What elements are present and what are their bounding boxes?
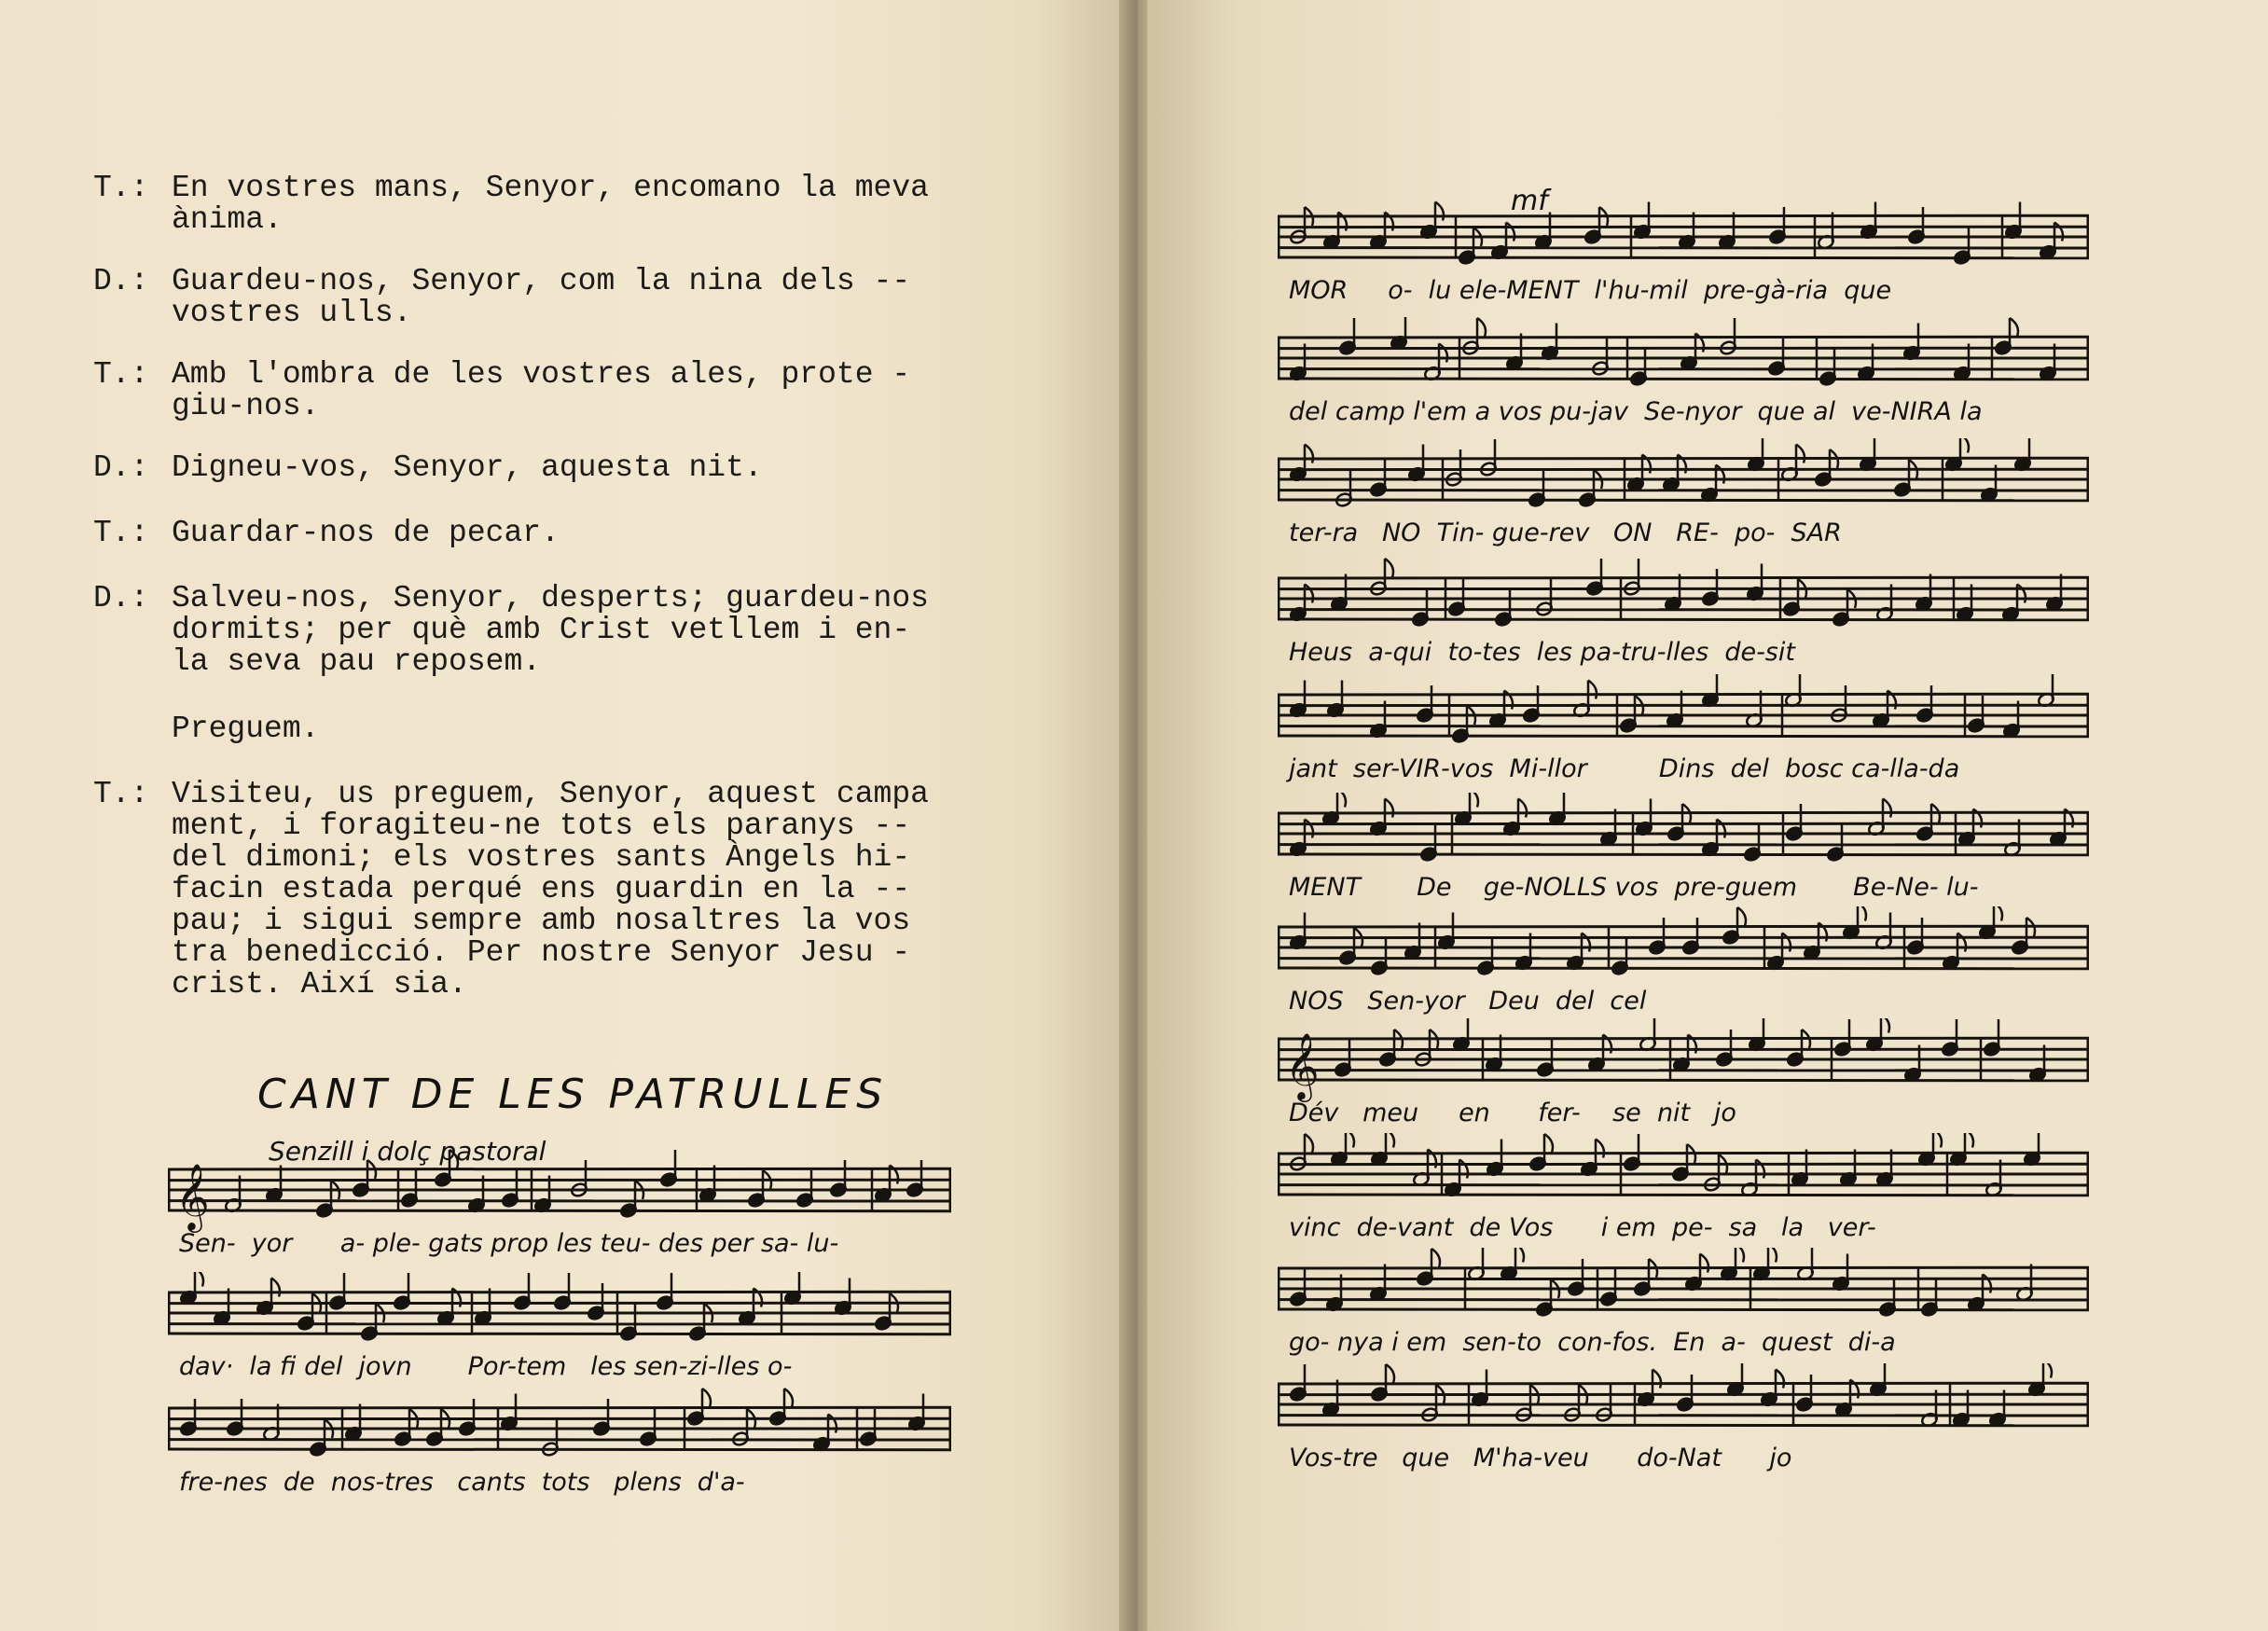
staff-lyrics: Vos-tre que M'ha-veu do-Nat jo: [1289, 1444, 1792, 1472]
svg-text:𝄞: 𝄞: [175, 1162, 210, 1230]
prayer-line-text: Visiteu, us preguem, Senyor, aquest campa: [172, 777, 929, 811]
music-staff: [1278, 906, 2089, 1016]
speaker-label: D.:: [93, 264, 149, 298]
prayer-line-text: giu-nos.: [172, 389, 320, 423]
staff-lyrics: Sen- yor a- ple- gats prop les teu- des per sa- lu-: [179, 1229, 839, 1258]
prayer-line-text: Digneu-vos, Senyor, aquesta nit.: [172, 450, 763, 485]
tempo-marking: Senzill i dolç pastoral: [269, 1136, 546, 1167]
prayer-line-text: facin estada perqué ens guardin en la --: [172, 872, 911, 906]
prayer-line-text: Amb l'ombra de les vostres ales, prote -: [172, 357, 911, 392]
prayer-line-text: Preguem.: [172, 712, 320, 746]
staff-lyrics: Dév meu en fer- se nit jo: [1289, 1099, 1736, 1127]
music-staff: [1278, 317, 2089, 426]
prayer-line-text: ment, i foragiteu-ne tots els paranys --: [172, 809, 911, 843]
speaker-label: T.:: [93, 357, 149, 392]
staff-lyrics: NOS Sen-yor Deu del cel: [1289, 987, 1647, 1016]
music-staff: [1278, 1248, 2089, 1357]
music-staff: [168, 1272, 951, 1381]
music-staff: [168, 1388, 951, 1497]
staff-lyrics: Heus a-qui to-tes les pa-tru-lles de-sit: [1289, 638, 1795, 667]
prayer-line-text: dormits; per què amb Crist vetllem i en-: [172, 613, 911, 647]
music-staff: [1278, 674, 2089, 783]
staff-lyrics: ter-ra NO Tin- gue-rev ON RE- po- SAR: [1289, 518, 1842, 547]
staff-lyrics: vinc de-vant de Vos i em pe- sa la ver-: [1289, 1213, 1876, 1242]
music-staff: [1278, 438, 2089, 547]
staff-lyrics: MENT De ge-NOLLS vos pre-guem Be-Ne- lu-: [1289, 873, 1979, 902]
music-staff: [1278, 196, 2089, 305]
speaker-label: T.:: [93, 516, 149, 550]
prayer-line-text: del dimoni; els vostres sants Àngels hi-: [172, 840, 911, 875]
music-staff: [1278, 1133, 2089, 1242]
prayer-line-text: Guardar-nos de pecar.: [172, 516, 560, 550]
music-staff: [1278, 1018, 2089, 1127]
prayer-line-text: ànima.: [172, 202, 283, 237]
svg-text:𝄞: 𝄞: [1285, 1031, 1320, 1099]
prayer-line-text: pau; i sigui sempre amb nosaltres la vos: [172, 904, 911, 938]
song-title: CANT DE LES PATRULLES: [257, 1071, 889, 1118]
music-staff: [1278, 793, 2089, 902]
music-staff: [168, 1149, 951, 1258]
music-staff: [1278, 1363, 2089, 1472]
left-page: [0, 0, 1128, 1631]
speaker-label: D.:: [93, 450, 149, 485]
prayer-line-text: En vostres mans, Senyor, encomano la meva: [172, 171, 929, 205]
speaker-label: T.:: [93, 777, 149, 811]
speaker-label: D.:: [93, 581, 149, 615]
staff-lyrics: go- nya i em sen-to con-fos. En a- quest di-a: [1289, 1328, 1896, 1357]
speaker-label: T.:: [93, 171, 149, 205]
right-page: [1147, 0, 2268, 1631]
staff-lyrics: MOR o- lu ele-MENT l'hu-mil pre-gà-ria que: [1289, 276, 1892, 305]
dynamic-marking: mf: [1511, 185, 1548, 217]
staff-lyrics: jant ser-VIR-vos Mi-llor Dins del bosc ca-lla-da: [1289, 754, 1960, 783]
prayer-line-text: tra benedicció. Per nostre Senyor Jesu -: [172, 935, 911, 970]
prayer-line-text: la seva pau reposem.: [172, 644, 542, 679]
music-staff: [1278, 558, 2089, 667]
staff-lyrics: dav· la fi del jovn Por-tem les sen-zi-lles o-: [179, 1352, 793, 1381]
staff-lyrics: fre-nes de nos-tres cants tots plens d'a-: [179, 1468, 745, 1497]
prayer-line-text: Guardeu-nos, Senyor, com la nina dels --: [172, 264, 911, 298]
prayer-line-text: vostres ulls.: [172, 296, 412, 330]
prayer-line-text: crist. Així sia.: [172, 967, 467, 1002]
staff-lyrics: del camp l'em a vos pu-jav Se-nyor que al ve-NIRA la: [1289, 397, 1983, 426]
prayer-line-text: Salveu-nos, Senyor, desperts; guardeu-nos: [172, 581, 929, 615]
